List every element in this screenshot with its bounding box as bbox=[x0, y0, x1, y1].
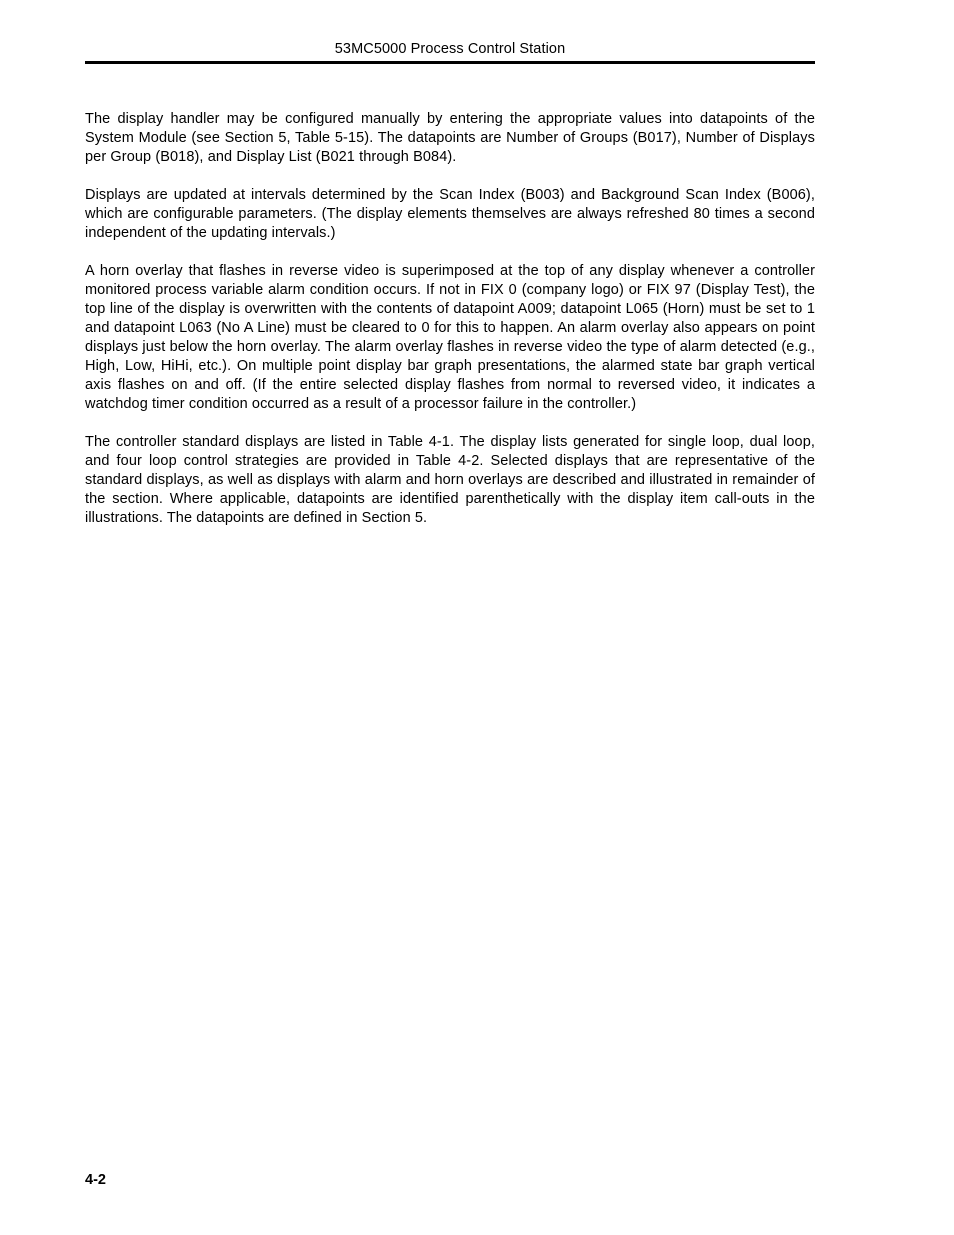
paragraph-horn-overlay: A horn overlay that flashes in reverse video is superimposed at the top of any display whenever a controller monitored process variable alarm condition occurs. If not in FIX 0 (company logo) or FIX 97 (Display Test), the top line of the display is overwritten with the contents of datapoint A009; datapoint L065 (Horn) must be set to 1 and datapoint L063 (No A Line) must be cleared to 0 for this to happen. An alarm overlay also appears on point displays just below the horn overlay. The alarm overlay flashes in reverse video the type of alarm detected (e.g., High, Low, HiHi, etc.). On multiple point display bar graph presentations, the alarmed state bar graph vertical axis flashes on and off. (If the entire selected display flashes from normal to reversed video, it indicates a watchdog timer condition occurred as a result of a processor failure in the controller.) bbox=[85, 263, 815, 412]
paragraph-standard-displays: The controller standard displays are listed in Table 4-1. The display lists generated for single loop, dual loop, and four loop control strategies are provided in Table 4-2. Selected displays that are representative of the standard displays, as well as displays with alarm and horn overlays are described and illustrated in remainder of the section. Where applicable, datapoints are identified parenthetically with the display item call-outs in the illustrations. The datapoints are defined in Section 5. bbox=[85, 434, 815, 526]
paragraph-display-handler-config: The display handler may be configured manually by entering the appropriate values into datapoints of the System Module (see Section 5, Table 5-15). The datapoints are Number of Groups (B017), Number of Displays per Group (B018), and Display List (B021 through B084). bbox=[85, 111, 815, 165]
header-rule bbox=[85, 61, 815, 64]
paragraph-display-update-intervals: Displays are updated at intervals determined by the Scan Index (B003) and Background Scan Index (B006), which are configurable parameters. (The display elements themselves are always refreshed 80 times a second independent of the updating intervals.) bbox=[85, 187, 815, 241]
page-header-title: 53MC5000 Process Control Station bbox=[334, 41, 566, 57]
body-text bbox=[85, 110, 815, 547]
page-number: 4-2 bbox=[85, 1172, 106, 1188]
